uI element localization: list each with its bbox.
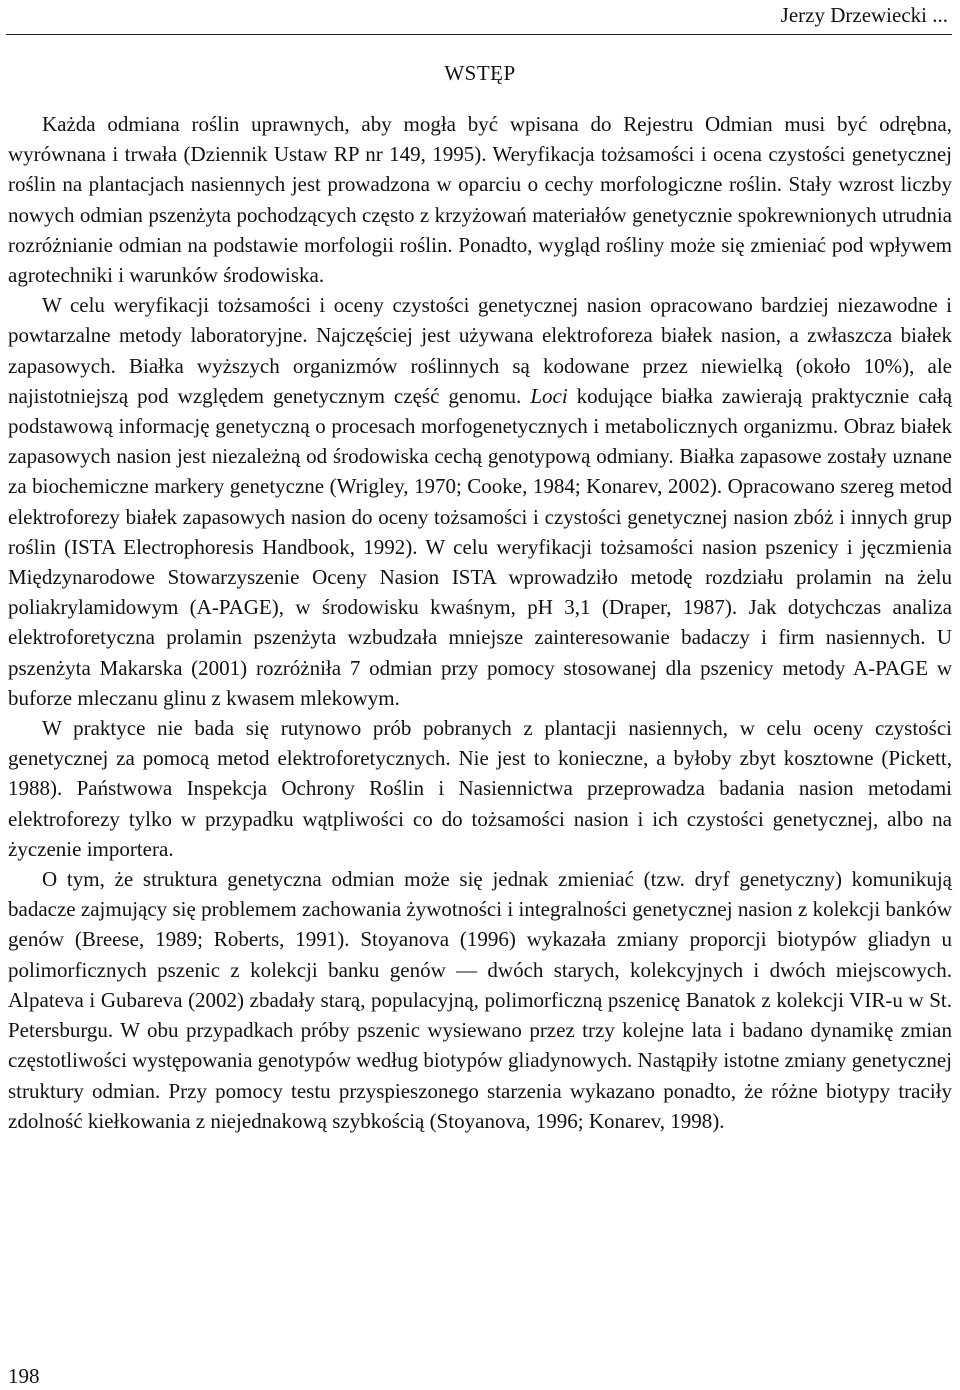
paragraph-text: W praktyce nie bada się rutynowo prób pobranych z plantacji nasiennych, w celu oceny czystości genetycznej za pomocą metod elektroforetycznych. Nie jest to konieczne, a byłoby zbyt kosztowne (Pickett, 1988). Państwowa Inspekcja Ochrony Roślin i Nasiennictwa przeprowadza badania nasion metodami elektroforezy tylko w przypadku wątpliwości co do tożsamości nasion i ich czystości genetycznej, albo na życzenie importera. <box>8 716 952 861</box>
paragraph-text: Każda odmiana roślin uprawnych, aby mogła być wpisana do Rejestru Odmian musi być odrębna, wyrównana i trwała (Dziennik Ustaw RP nr 149, 1995). Weryfikacja tożsamości i ocena czystości genetycznej roślin na plantacjach nasiennych jest prowadzona w oparciu o cechy morfologiczne roślin. Stały wzrost liczby nowych odmian pszenżyta pochodzących często z krzyżowań materiałów genetycznie spokrewnionych utrudnia rozróżnianie odmian na podstawie morfologii roślin. Ponadto, wygląd rośliny może się zmieniać pod wpływem agrotechniki i warunków środowiska. <box>8 112 952 288</box>
header-rule <box>6 34 952 35</box>
paragraph-text: W celu weryfikacji tożsamości i oceny czystości genetycznej nasion opracowano bardziej niezawodne i powtarzalne metody laboratoryjne. Najczęściej jest używana elektroforeza białek nasion, a zwłaszcza białek zapasowych. Białka wyższych organizmów roślinnych są kodowane przez niewielką (około 10%), ale najistotniejszą pod względem genetycznym część genomu. <box>8 293 952 408</box>
section-title: WSTĘP <box>444 61 516 85</box>
page-number: 198 <box>8 1364 40 1388</box>
paragraph-text: O tym, że struktura genetyczna odmian może się jednak zmieniać (tzw. dryf genetyczny) komunikują badacze zajmujący się problemem zachowania żywotności i integralności genetycznej nasion z kolekcji banków genów (Breese, 1989; Roberts, 1991). Stoyanova (1996) wykazała zmiany proporcji biotypów gliadyn u polimorficznych pszenic z kolekcji banku genów — dwóch starych, kolekcyjnych i dwóch miejscowych. Alpateva i Gubareva (2002) zbadały starą, populacyjną, polimorficzną pszenicę Banatok z kolekcji VIR-u w St. Petersburgu. W obu przypadkach próby pszenic wysiewano przez trzy kolejne lata i badano dynamikę zmian częstotliwości występowania genotypów według biotypów gliadynowych. Nastąpiły istotne zmiany genetycznej struktury odmian. Przy pomocy testu przyspieszonego starzenia wykazano ponadto, że różne biotypy traciły zdolność kiełkowania z niejednakową szybkością (Stoyanova, 1996; Konarev, 1998). <box>8 867 952 1133</box>
paragraph <box>8 109 952 290</box>
paragraph <box>8 290 952 713</box>
paragraph <box>8 713 952 864</box>
paragraph-text: kodujące białka zawierają praktycznie całą podstawową informację genetyczną o procesach morfogenetycznych i metabolicznych organizmu. Obraz białek zapasowych nasion jest niezależną od środowiska cechą genotypową odmiany. Białka zapasowe zostały uznane za biochemiczne markery genetyczne (Wrigley, 1970; Cooke, 1984; Konarev, 2002). Opracowano szereg metod elektroforezy białek zapasowych nasion do oceny tożsamości i czystości genetycznej nasion zbóż i innych grup roślin (ISTA Electrophoresis Handbook, 1992). W celu weryfikacji tożsamości nasion pszenicy i jęczmienia Międzynarodowe Stowarzyszenie Oceny Nasion ISTA wprowadziło metodę rozdziału prolamin na żelu poliakrylamidowym (A-PAGE), w środowisku kwaśnym, pH 3,1 (Draper, 1987). Jak dotychczas analiza elektroforetyczna prolamin pszenżyta wzbudzała mniejsze zainteresowanie badaczy i firm nasiennych. U pszenżyta Makarska (2001) rozróżniła 7 odmian przy pomocy stosowanej dla pszenicy metody A-PAGE w buforze mleczanu glinu z kwasem mlekowym. <box>8 383 953 710</box>
italic-term: Loci <box>530 383 568 408</box>
body-text <box>8 109 952 1136</box>
paragraph <box>8 864 952 1136</box>
running-header: Jerzy Drzewiecki ... <box>780 3 948 27</box>
